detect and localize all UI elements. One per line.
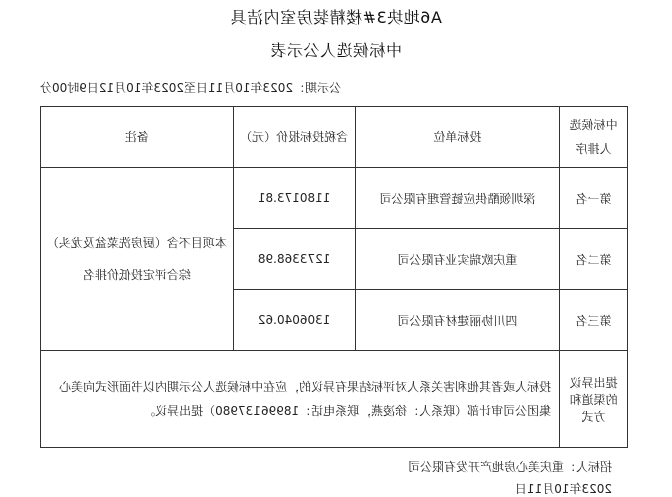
table-header-row [41, 107, 628, 168]
publicity-period [40, 79, 341, 96]
remark-cell: 本项目不含（厨房洗菜盆及龙头）综合评定投低价排名 [41, 168, 234, 351]
rank-cell: 第二名 [560, 229, 628, 290]
header-remark: 备注 [41, 107, 234, 168]
tenderer-line: 招标人：重庆美心房地产开发有限公司 [407, 460, 612, 474]
bidder-cell: 四川协丽建材有限公司 [355, 290, 560, 351]
period-value: 2023年10月11日至2023年10月12日9时00分 [40, 81, 294, 95]
header-rank: 中标候选人排序 [560, 107, 628, 168]
project-title: A6地块3#楼精装房室内洁具 [230, 8, 442, 27]
candidate-table [40, 106, 628, 448]
price-cell: 1273368.98 [233, 229, 355, 290]
notice-title: 中标候选人公示表 [270, 41, 403, 60]
header-bidder: 投标单位 [355, 107, 560, 168]
objection-text: 投标人或者其他利害关系人对评标结果有异议的，应在中标候选人公示期内以书面形式向美心集团公司审计部（联系人：徐凌燕，联系电话：18996137980）提出异议。 [41, 351, 560, 448]
rank-cell: 第一名 [560, 168, 628, 229]
price-cell: 1180173.81 [233, 168, 355, 229]
price-cell: 1306040.62 [233, 290, 355, 351]
objection-row [41, 351, 628, 448]
table-row [41, 168, 628, 229]
period-label: 公示期： [293, 81, 342, 95]
bidder-cell: 深圳领酷供应链管理有限公司 [355, 168, 560, 229]
header-price: 含税投标报价（元） [233, 107, 355, 168]
bidder-cell: 重庆欧瑞实业有限公司 [355, 229, 560, 290]
objection-label: 提出异议的渠道和方式 [560, 351, 628, 448]
rank-cell: 第三名 [560, 290, 628, 351]
notice-date: 2023年10月11日 [514, 482, 612, 496]
